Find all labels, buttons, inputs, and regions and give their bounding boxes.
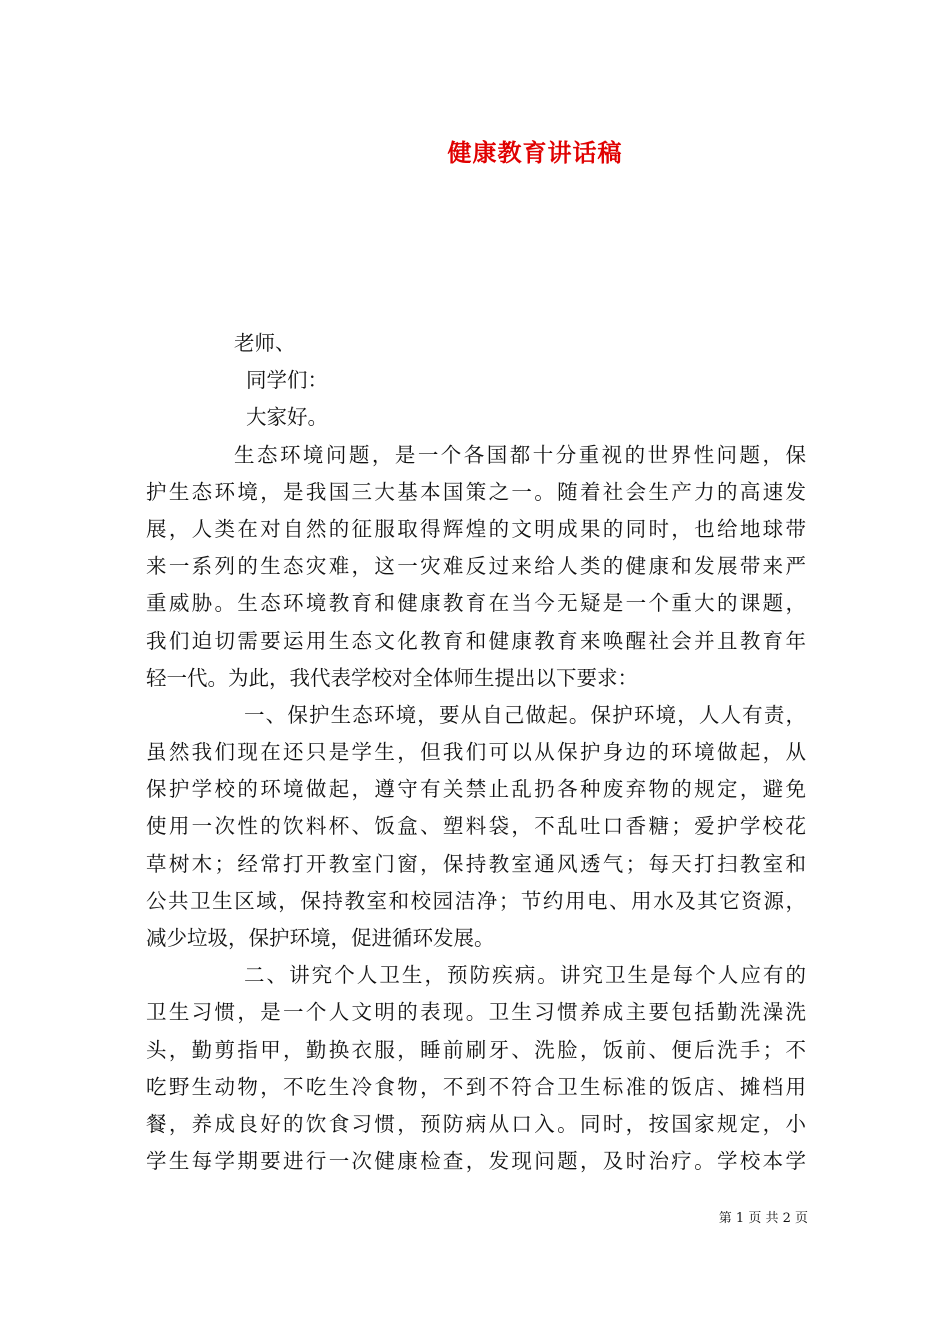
text-line: 吃野生动物，不吃生冷食物，不到不符合卫生标准的饭店、摊档用	[146, 1074, 806, 1099]
text-line: 展，人类在对自然的征服取得辉煌的文明成果的同时，也给地球带	[146, 516, 806, 541]
text-line: 二、讲究个人卫生，预防疾病。讲究卫生是每个人应有的	[244, 963, 806, 988]
document-body	[146, 325, 806, 1180]
document-title: 健康教育讲话稿	[447, 139, 623, 167]
text-line: 草树木；经常打开教室门窗，保持教室通风透气；每天打扫教室和	[146, 851, 806, 876]
text-line: 学生每学期要进行一次健康检查，发现问题，及时治疗。学校本学	[146, 1149, 806, 1174]
text-line: 老师、	[234, 331, 296, 355]
text-line: 虽然我们现在还只是学生，但我们可以从保护身边的环境做起，从	[146, 740, 806, 765]
text-line: 保护学校的环境做起，遵守有关禁止乱扔各种废弃物的规定，避免	[146, 777, 806, 802]
text-line: 我们迫切需要运用生态文化教育和健康教育来唤醒社会并且教育年	[146, 628, 806, 653]
page-footer: 第 1 页 共 2 页	[718, 1211, 808, 1226]
text-line: 餐，养成良好的饮食习惯，预防病从口入。同时，按国家规定，小	[146, 1111, 806, 1136]
text-line: 生态环境问题，是一个各国都十分重视的世界性问题，保	[234, 442, 806, 467]
text-line: 护生态环境，是我国三大基本国策之一。随着社会生产力的高速发	[146, 479, 806, 504]
text-line: 同学们：	[246, 368, 328, 393]
text-line: 卫生习惯，是一个人文明的表现。卫生习惯养成主要包括勤洗澡洗	[146, 1000, 806, 1025]
text-line: 重威胁。生态环境教育和健康教育在当今无疑是一个重大的课题，	[146, 591, 806, 616]
text-line: 公共卫生区域，保持教室和校园洁净；节约用电、用水及其它资源，	[146, 888, 806, 913]
text-line: 头，勤剪指甲，勤换衣服，睡前刷牙、洗脸，饭前、便后洗手；不	[146, 1037, 806, 1062]
text-line: 减少垃圾，保护环境，促进循环发展。	[146, 926, 495, 950]
text-line: 大家好。	[246, 405, 328, 430]
text-line: 来一系列的生态灾难，这一灾难反过来给人类的健康和发展带来严	[146, 554, 806, 579]
text-line: 一、保护生态环境，要从自己做起。保护环境，人人有责，	[244, 702, 806, 727]
text-line: 使用一次性的饮料杯、饭盒、塑料袋，不乱吐口香糖；爱护学校花	[146, 814, 806, 839]
text-line: 轻一代。为此，我代表学校对全体师生提出以下要求：	[146, 665, 638, 690]
